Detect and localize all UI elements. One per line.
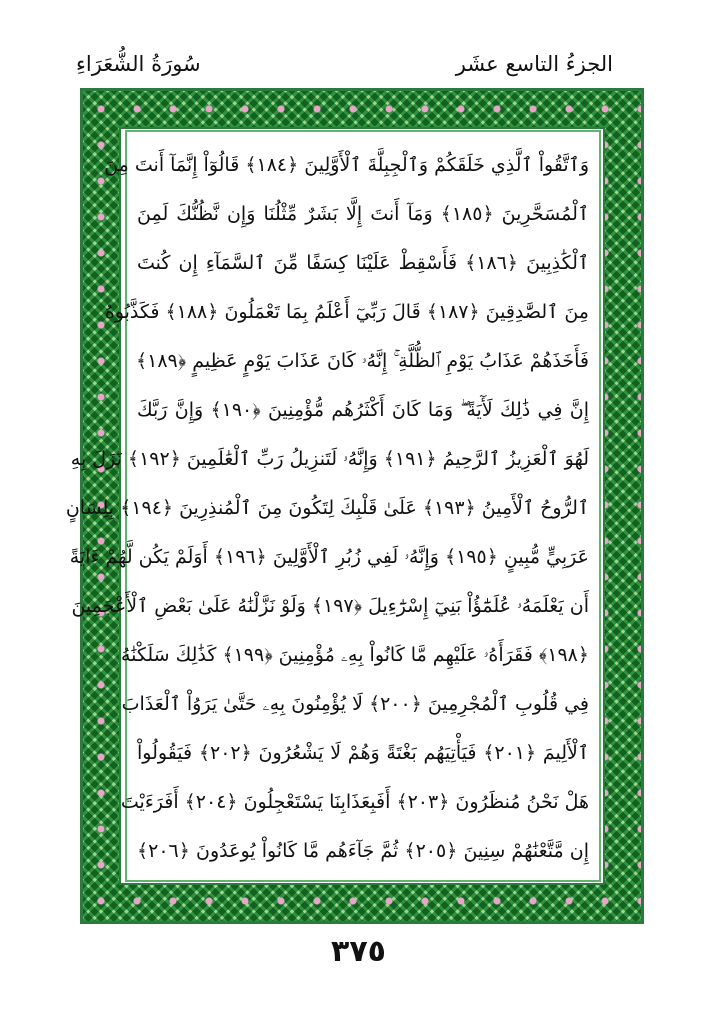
text-line: إِن مَّتَّعْنَٰهُمْ سِنِينَ ﴿٢٠٥﴾ ثُمَّ جَآءَهُم مَّا كَانُواْ يُوعَدُونَ ﴿٢٠٦﴾ — [137, 840, 590, 862]
page-number: ٣٧٥ — [331, 934, 386, 969]
text-line: ٱلْأَلِيمَ ﴿٢٠١﴾ فَيَأْتِيَهُم بَغْتَةً وَهُمْ لَا يَشْعُرُونَ ﴿٢٠٢﴾ فَيَقُولُواْ — [137, 742, 589, 764]
text-line: مِنَ ٱلصَّٰدِقِينَ ﴿١٨٧﴾ قَالَ رَبِّيٓ أَعْلَمُ بِمَا تَعْمَلُونَ ﴿١٨٨﴾ فَكَذَّبُوهُ — [104, 301, 589, 323]
text-line: أَن يَعْلَمَهُۥ عُلَمَٰٓؤُاْ بَنِيٓ إِسْرَٰٓءِيلَ ﴿١٩٧﴾ وَلَوْ نَزَّلْنَٰهُ عَلَىٰ بَعْضِ ٱلْأَعْجَمِينَ — [71, 595, 589, 617]
text-line: ﴿١٩٨﴾ فَقَرَأَهُۥ عَلَيْهِم مَّا كَانُواْ بِهِۦ مُؤْمِنِينَ ﴿١٩٩﴾ كَذَٰلِكَ سَلَكْنَٰهُ — [120, 644, 589, 666]
text-line: هَلْ نَحْنُ مُنظَرُونَ ﴿٢٠٣﴾ أَفَبِعَذَابِنَا يَسْتَعْجِلُونَ ﴿٢٠٤﴾ أَفَرَءَيْتَ — [120, 791, 589, 813]
text-line: عَرَبِيٍّ مُّبِينٍ ﴿١٩٥﴾ وَإِنَّهُۥ لَفِي زُبُرِ ٱلْأَوَّلِينَ ﴿١٩٦﴾ أَوَلَمْ يَكُن لَّهُمْ ءَايَةً — [69, 546, 589, 568]
text-line: ٱلرُّوحُ ٱلْأَمِينُ ﴿١٩٣﴾ عَلَىٰ قَلْبِكَ لِتَكُونَ مِنَ ٱلْمُنذِرِينَ ﴿١٩٤﴾ بِلِسَانٍ — [65, 497, 589, 519]
text-line: لَهُوَ ٱلْعَزِيزُ ٱلرَّحِيمُ ﴿١٩١﴾ وَإِنَّهُۥ لَتَنزِيلُ رَبِّ ٱلْعَٰلَمِينَ ﴿١٩٢﴾ نَزَلَ بِهِ — [70, 448, 589, 470]
page-text — [65, 130, 601, 882]
text-line: فَأَخَذَهُمْ عَذَابُ يَوْمِ ٱلظُّلَّةِ ۚ إِنَّهُۥ كَانَ عَذَابَ يَوْمٍ عَظِيمٍ ﴿١٨٩﴾ — [135, 350, 589, 372]
juz-header: الجزءُ التاسع عشَر — [455, 52, 613, 76]
text-line: ٱلْمُسَحَّرِينَ ﴿١٨٥﴾ وَمَآ أَنتَ إِلَّا بَشَرٌ مِّثْلُنَا وَإِن نَّظُنُّكَ لَمِنَ — [137, 203, 590, 225]
text-line: فِي قُلُوبِ ٱلْمُجْرِمِينَ ﴿٢٠٠﴾ لَا يُؤْمِنُونَ بِهِۦ حَتَّىٰ يَرَوُاْ ٱلْعَذَابَ — [121, 693, 589, 715]
text-line: وَٱتَّقُواْ ٱلَّذِي خَلَقَكُمْ وَٱلْجِبِلَّةَ ٱلْأَوَّلِينَ ﴿١٨٤﴾ قَالُوٓاْ إِنَّمَآ أَنتَ مِنَ — [104, 154, 589, 176]
text-line: إِنَّ فِي ذَٰلِكَ لَأٓيَةً ۖ وَمَا كَانَ أَكْثَرُهُم مُّؤْمِنِينَ ﴿١٩٠﴾ وَإِنَّ رَبَّكَ — [137, 399, 589, 421]
text-line: ٱلْكَٰذِبِينَ ﴿١٨٦﴾ فَأَسْقِطْ عَلَيْنَا كِسَفًا مِّنَ ٱلسَّمَآءِ إِن كُنتَ — [137, 252, 590, 274]
surah-header: سُورَةُ الشُّعَرَاءِ — [76, 52, 201, 76]
